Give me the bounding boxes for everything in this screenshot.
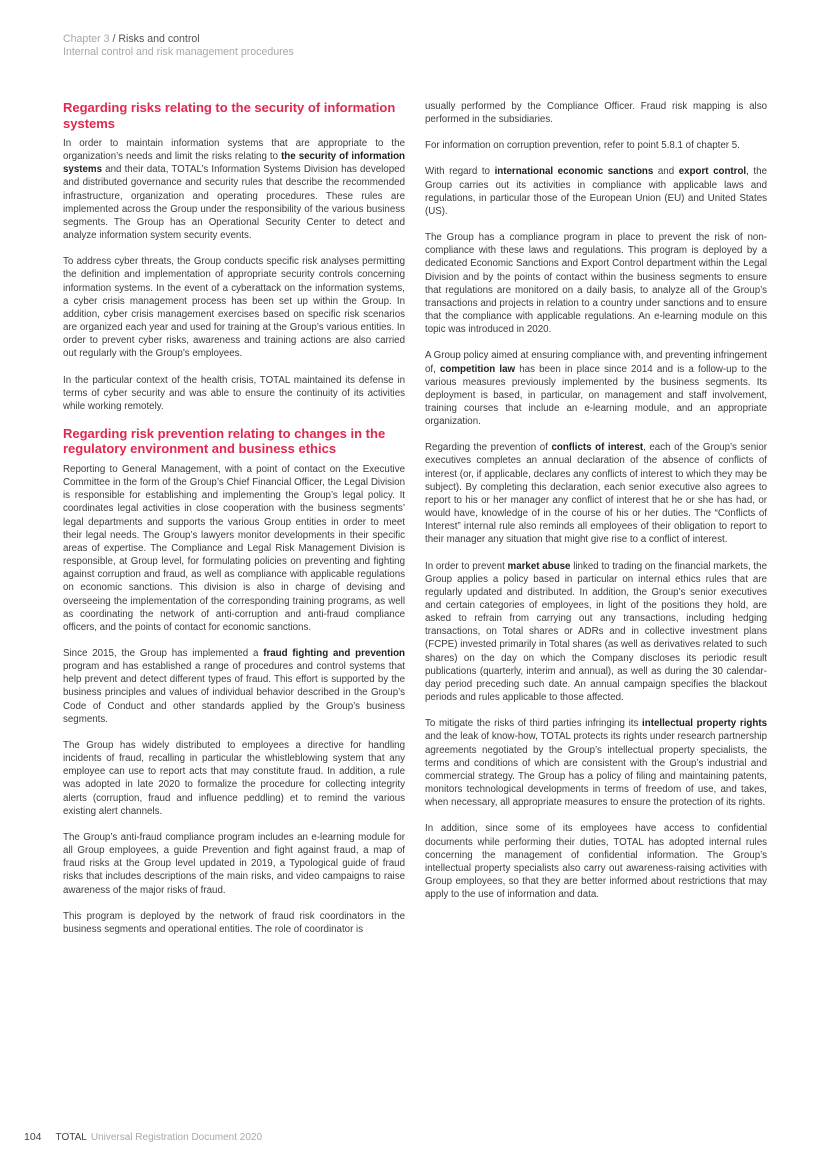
paragraph-text: and the leak of know-how, TOTAL protects its rights under research partnership agreements negotiated by the Group’s intellectual property specialists, the terms and conditions of which are consistent with the Group’s industrial and commercial strategy. The Group has a policy of filing and maintaining patents, monitors technological developments in terms of freedom of use, and takes, when necessary, all appropriate measures to ensure the protection of its rights. [425, 731, 767, 809]
chapter-line [63, 33, 294, 46]
body-paragraph [425, 717, 767, 809]
paragraph-text: and their data, TOTAL’s Information Systems Division has developed and distributed governance and security rules that describe the recommended infrastructure, organization and operating procedures. These rules are implemented across the Group under the responsibility of the various business segments. The Group has an Operational Security Center to detect and analyze information system security events. [63, 164, 405, 242]
paragraph-text: In addition, since some of its employees have access to confidential documents while performing their duties, TOTAL has adopted internal rules concerning the management of confidential information. The Group’s intellectual property specialists also carry out awareness-raising activities with Group employees, so that they are better informed about restrictions that may apply to the use of information and data. [425, 823, 767, 901]
body-paragraph [425, 349, 767, 428]
paragraph-text: To address cyber threats, the Group conducts specific risk analyses permitting the definition and implementation of appropriate security controls concerning information systems. In the event of a cyberattack on the information systems, a cyber crisis management process has been set up within the Group. In addition, cyber crisis management exercises based on specific risk scenarios are organized each year and used for training at the Group’s various entities. In order to prevent cyber risks, awareness and training actions are also carried out regularly with the Group’s employees. [63, 256, 405, 360]
body-paragraph [425, 231, 767, 336]
body-paragraph [63, 255, 405, 360]
bold-term: fraud fighting and prevention [263, 648, 405, 659]
section-title: Internal control and risk management procedures [63, 46, 294, 58]
running-header [63, 33, 294, 59]
paragraph-text: With regard to [425, 166, 495, 178]
body-paragraph [63, 374, 405, 413]
page-footer [24, 1131, 262, 1143]
paragraph-text: This program is deployed by the network of fraud risk coordinators in the business segments and operational entities. The role of coordinator is [63, 910, 405, 935]
body-paragraph [425, 139, 767, 152]
chapter-separator: / [109, 33, 119, 45]
bold-term: conflicts of interest [551, 442, 644, 454]
paragraph-text: A Group policy aimed at ensuring compliance with, and preventing infringement of, [425, 350, 767, 375]
paragraph-text: usually performed by the Compliance Officer. Fraud risk mapping is also performed in the subsidiaries. [425, 101, 767, 126]
paragraph-text: The Group has widely distributed to employees a directive for handling incidents of fraud, recalling in particular the whistleblowing system that any employee can use to report acts that may constitute fraud. In addition, a rule was adopted in late 2020 to formalize the procedure for collecting integrity alerts (corruption, fraud and influence peddling) et to remind the various existing alert channels. [63, 739, 405, 817]
paragraph-text: The Group’s anti-fraud compliance program includes an e-learning module for all Group employees, a guide Prevention and fight against fraud, a map of fraud risks at the Group level updated in 2019, a Typological guide of fraud risks that includes descriptions of the main risks, and video campaigns to raise awareness of the major risks of fraud. [63, 831, 405, 896]
paragraph-text: program and has established a range of procedures and control systems that help prevent and detect different types of fraud. This effort is supported by the business principles and values of individual behavior described in the Group’s Code of Conduct and other standards applied by the Group’s business segments. [63, 661, 405, 725]
body-paragraph [63, 137, 405, 242]
paragraph-text: In the particular context of the health crisis, TOTAL maintained its defense in terms of cyber security and was able to ensure the continuity of its activities while working remotely. [63, 374, 405, 412]
paragraph-text: In order to prevent [425, 560, 508, 572]
paragraph-text: linked to trading on the financial markets, the Group applies a policy based in particular on internal ethics rules that are regularly updated and distributed. In addition, the Group’s senior executives and certain categories of employees, in light of the positions they hold, are asked to refrain from carrying out any transactions, including hedging transactions, on Total shares or ADRs and in collective investment plans (FCPE) invested primarily in Total shares (as well as derivatives related to such shares) on the day on which the Company discloses its periodic result publications (quarterly, interim and annual), as well as during the 30 calendar-day period preceding such date. An annual campaign specifies the blackout periods and rules applicable to those affected. [425, 560, 767, 704]
body-paragraph [63, 463, 405, 634]
paragraph-text: Reporting to General Management, with a point of contact on the Executive Committee in the form of the Group’s Chief Financial Officer, the Legal Division is responsible for establishing and implementing the Group’s legal policy. It coordinates legal activities in close cooperation with the business segments’ legal departments and supports the various Group entities in order to meet their legal needs. The Group’s lawyers monitor developments in their specific areas of expertise. The Compliance and Legal Risk Management Division is responsible, at Group level, for formulating policies on preventing and fighting against corruption and fraud, as well as compliance with applicable regulations on economic sanctions. This division is also in charge of devising and overseeing the implementation of the corresponding training programs, as well as coordinating the network of anti-corruption and anti-fraud compliance officers, and the points of contact for economic sanctions. [63, 463, 405, 633]
chapter-label: Chapter 3 [63, 33, 110, 45]
paragraph-text: For information on corruption prevention, refer to point 5.8.1 of chapter 5. [425, 140, 740, 152]
page-number: 104 [24, 1131, 42, 1143]
body-paragraph [63, 831, 405, 897]
body-paragraph [425, 100, 767, 126]
right-column [425, 100, 767, 914]
bold-term: competition law [439, 363, 516, 375]
bold-term: the security of information systems [63, 151, 405, 176]
paragraph-text: has been in place since 2014 and is a follow-up to the various measures previously implemented by the business segments. Its deployment is based, in particular, on management and staff involvement, training courses that include an e-learning module, and an appropriate organization. [425, 363, 767, 428]
paragraph-text: , the Group carries out its activities in compliance with applicable laws and regulations, in particular those of the European Union (EU) and United States (US). [425, 166, 767, 217]
footer-document-title: Universal Registration Document 2020 [90, 1132, 263, 1143]
body-paragraph [63, 647, 405, 726]
paragraph-text: , each of the Group’s senior executives completes an annual declaration of the absence of conflicts of interest (or, if applicable, declares any conflicts of interest to which they may be subject). By completing this declaration, each senior executive also agrees to report to his or her manager any conflict of interest that he or she has had, or would have, knowledge of in the course of his or her duties. The “Conflicts of Interest” internal rule also reminds all employees of their obligation to report to their manager any situation that might give rise to a conflict of interest. [425, 442, 767, 546]
paragraph-text: and [653, 166, 679, 178]
body-paragraph [425, 560, 767, 705]
section-heading: Regarding risks relating to the security of information systems [63, 100, 396, 131]
body-paragraph [63, 739, 405, 818]
left-column [63, 100, 405, 949]
body-paragraph [63, 910, 405, 936]
paragraph-text: In order to maintain information systems that are appropriate to the organization’s needs and limit the risks relating to [63, 138, 405, 163]
footer-brand: TOTAL [55, 1132, 87, 1143]
bold-term: export control [678, 166, 747, 178]
section-heading: Regarding risk prevention relating to changes in the regulatory environment and business ethics [63, 425, 386, 457]
paragraph-text: Since 2015, the Group has implemented a [63, 648, 264, 659]
bold-term: international economic sanctions [494, 166, 654, 178]
body-paragraph [425, 441, 767, 546]
bold-term: market abuse [507, 560, 571, 572]
paragraph-text: To mitigate the risks of third parties infringing its [425, 718, 643, 730]
body-paragraph [425, 822, 767, 901]
paragraph-text: The Group has a compliance program in place to prevent the risk of non-compliance with these laws and regulations. This program is deployed by a dedicated Economic Sanctions and Export Control department within the Legal Division and by the points of contact within the business segments to ensure that regulations are monitored on a daily basis, to analyze all of the Group’s transactions and projects in relation to a country under sanctions and to ensure that the compliance with applicable regulations. An e-learning module on this topic was introduced in 2020. [425, 232, 767, 336]
paragraph-text: Regarding the prevention of [425, 442, 552, 454]
bold-term: intellectual property rights [642, 718, 767, 730]
chapter-title: Risks and control [118, 33, 200, 45]
body-paragraph [425, 165, 767, 218]
